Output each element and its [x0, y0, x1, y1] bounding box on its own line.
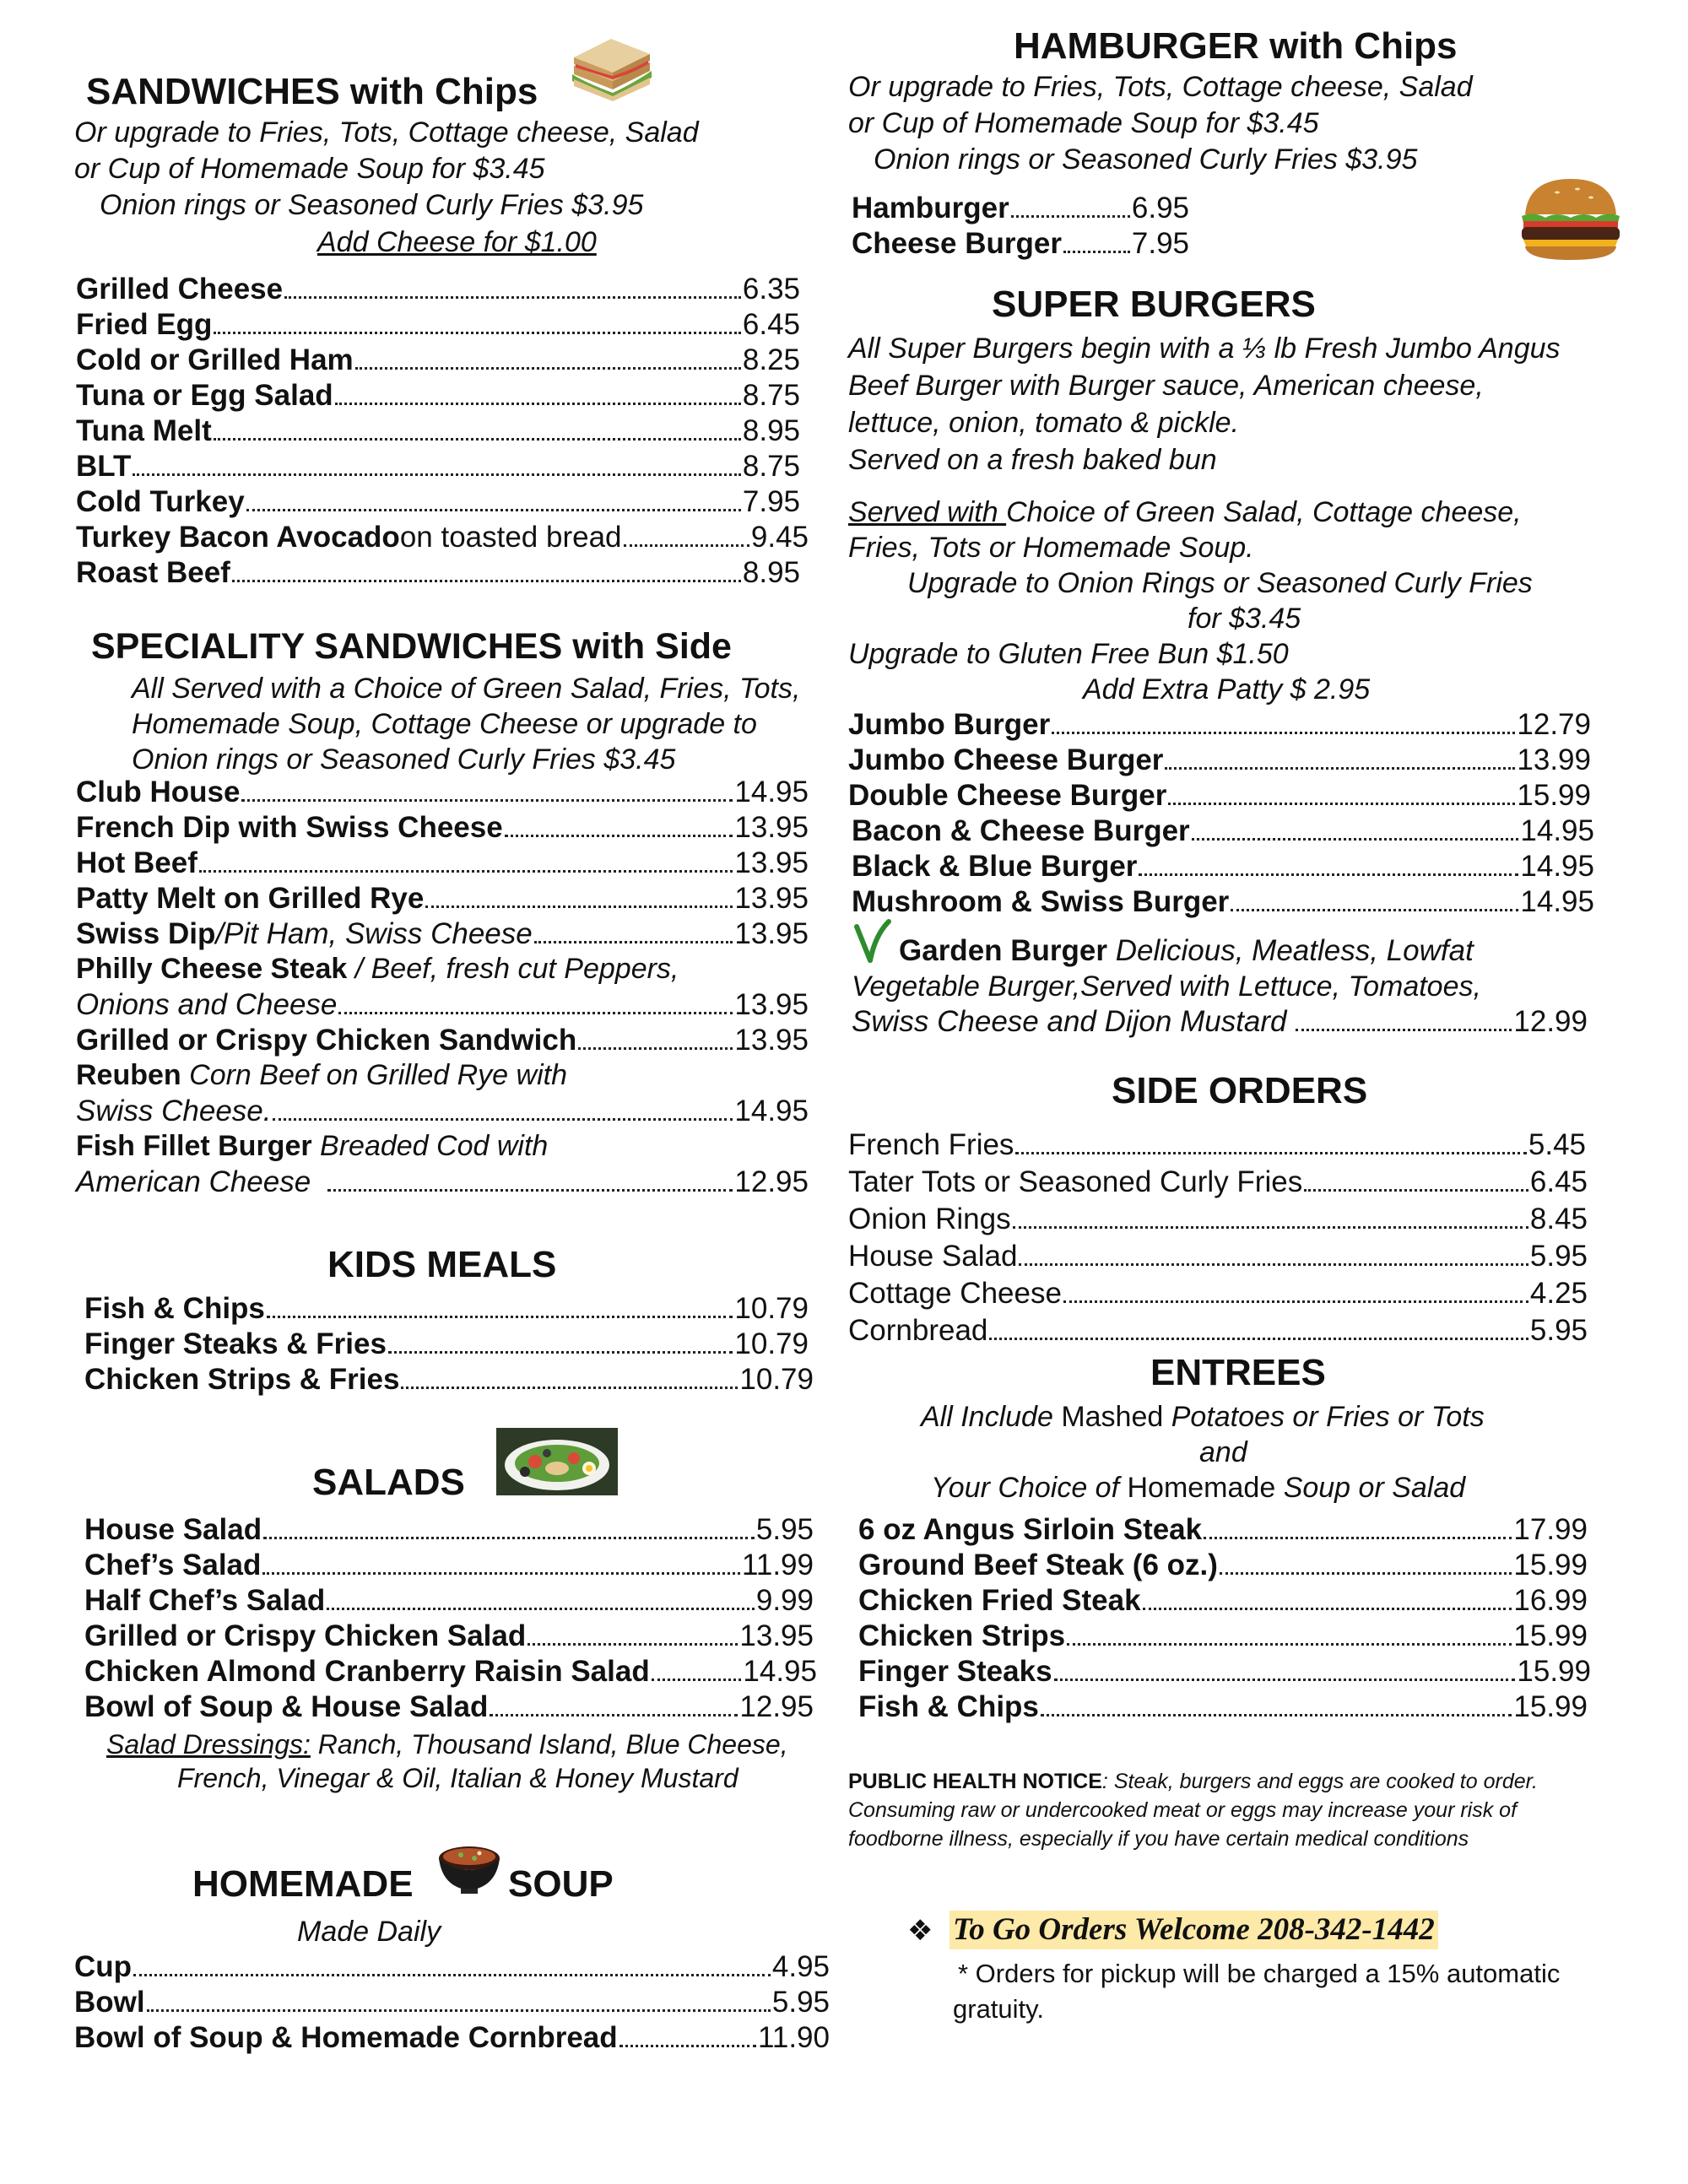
- menu-item: French Fries 5.45: [848, 1128, 1586, 1161]
- philly-line-1: Philly Cheese Steak / Beef, fresh cut Peppers,: [76, 953, 679, 985]
- menu-item: House Salad 5.95: [848, 1240, 1588, 1273]
- menu-item: Double Cheese Burger 15.99: [848, 779, 1591, 812]
- menu-item: American Cheese 12.95: [76, 1165, 809, 1198]
- menu-item: Cold or Grilled Ham 8.25: [76, 343, 800, 376]
- sandwich-icon: [569, 34, 653, 105]
- entrees-note-1: All Include Mashed Potatoes or Fries or Tots: [921, 1401, 1485, 1433]
- togo-orders: To Go Orders Welcome 208-342-1442: [950, 1911, 1438, 1949]
- menu-item: Cornbread 5.95: [848, 1314, 1588, 1347]
- entrees-note-2: and: [1199, 1436, 1247, 1468]
- sandwiches-upgrade-2: or Cup of Homemade Soup for $3.45: [74, 153, 545, 185]
- menu-item: Onions and Cheese 13.95: [76, 988, 809, 1021]
- menu-item: Jumbo Cheese Burger 13.99: [848, 743, 1591, 776]
- menu-item: Roast Beef 8.95: [76, 556, 800, 589]
- reuben-line-1: Reuben Corn Beef on Grilled Rye with: [76, 1059, 567, 1091]
- menu-item: Swiss Cheese and Dijon Mustard 12.99: [852, 1005, 1588, 1038]
- super-upgrade-1: Upgrade to Onion Rings or Seasoned Curly Fries: [907, 567, 1533, 599]
- hamburger-upgrade-2: or Cup of Homemade Soup for $3.45: [848, 107, 1319, 139]
- menu-item: French Dip with Swiss Cheese 13.95: [76, 811, 809, 844]
- menu-item: BLT 8.75: [76, 450, 800, 483]
- soup-title-left: HOMEMADE: [192, 1863, 414, 1905]
- menu-item: Bowl of Soup & House Salad 12.95: [84, 1690, 814, 1723]
- health-notice-1: PUBLIC HEALTH NOTICE: Steak, burgers and eggs are cooked to order.: [848, 1770, 1538, 1793]
- menu-item: Fried Egg 6.45: [76, 308, 800, 341]
- menu-item: Ground Beef Steak (6 oz.) 15.99: [858, 1549, 1588, 1581]
- menu-item: Patty Melt on Grilled Rye 13.95: [76, 882, 809, 915]
- salads-title: SALADS: [312, 1462, 465, 1503]
- super-served-2: Fries, Tots or Homemade Soup.: [848, 532, 1254, 564]
- bullet-icon: ❖: [907, 1914, 933, 1948]
- kids-title: KIDS MEALS: [327, 1244, 557, 1285]
- menu-item: Finger Steaks & Fries 10.79: [84, 1327, 809, 1360]
- sandwiches-upgrade-3: Onion rings or Seasoned Curly Fries $3.95: [100, 189, 644, 221]
- menu-item: Hamburger 6.95: [852, 192, 1189, 224]
- salad-dressings-1: Salad Dressings: Ranch, Thousand Island, Blue Cheese,: [106, 1729, 788, 1760]
- garden-desc-2: Vegetable Burger,Served with Lettuce, Tomatoes,: [852, 970, 1481, 1003]
- speciality-note-2: Homemade Soup, Cottage Cheese or upgrade to: [132, 708, 757, 740]
- health-notice-2: Consuming raw or undercooked meat or eggs may increase your risk of: [848, 1798, 1518, 1822]
- menu-item: Bacon & Cheese Burger 14.95: [852, 814, 1594, 847]
- super-upgrade-2: for $3.45: [1188, 603, 1301, 635]
- menu-item: Chicken Strips & Fries 10.79: [84, 1363, 814, 1396]
- fish-line-1: Fish Fillet Burger Breaded Cod with: [76, 1130, 549, 1162]
- menu-item: Turkey Bacon Avocado on toasted bread 9.45: [76, 521, 809, 554]
- menu-item: Onion Rings 8.45: [848, 1203, 1588, 1235]
- sandwiches-title: SANDWICHES with Chips: [86, 71, 538, 112]
- super-desc-2: Beef Burger with Burger sauce, American cheese,: [848, 370, 1484, 402]
- menu-item: Finger Steaks 15.99: [858, 1655, 1591, 1688]
- menu-item: Club House 14.95: [76, 776, 809, 808]
- super-desc-1: All Super Burgers begin with a ⅓ lb Fresh Jumbo Angus: [848, 332, 1561, 365]
- menu-item: 6 oz Angus Sirloin Steak 17.99: [858, 1513, 1588, 1546]
- salad-dressings-2: French, Vinegar & Oil, Italian & Honey Mustard: [177, 1763, 738, 1793]
- menu-item: Half Chef’s Salad 9.99: [84, 1584, 814, 1617]
- menu-item: Cold Turkey 7.95: [76, 485, 800, 518]
- menu-item: Tuna Melt 8.95: [76, 414, 800, 447]
- speciality-title: SPECIALITY SANDWICHES with Side: [91, 626, 732, 667]
- speciality-note-3: Onion rings or Seasoned Curly Fries $3.45: [132, 743, 676, 776]
- menu-item: Chicken Strips 15.99: [858, 1619, 1588, 1652]
- menu-item: Grilled or Crispy Chicken Sandwich 13.95: [76, 1024, 809, 1057]
- super-gluten-free: Upgrade to Gluten Free Bun $1.50: [848, 638, 1289, 670]
- entrees-note-3: Your Choice of Homemade Soup or Salad: [931, 1472, 1466, 1504]
- menu-item: House Salad 5.95: [84, 1513, 814, 1546]
- menu-item: Jumbo Burger 12.79: [848, 708, 1591, 741]
- super-desc-3: lettuce, onion, tomato & pickle.: [848, 407, 1240, 439]
- hamburger-icon: [1517, 174, 1625, 266]
- menu-item: Grilled or Crispy Chicken Salad 13.95: [84, 1619, 814, 1652]
- menu-item: Chicken Fried Steak 16.99: [858, 1584, 1588, 1617]
- togo-note-1: * Orders for pickup will be charged a 15% automatic: [958, 1959, 1561, 1988]
- menu-item: Grilled Cheese 6.35: [76, 273, 800, 305]
- menu-item: Chicken Almond Cranberry Raisin Salad 14.95: [84, 1655, 817, 1688]
- hamburger-upgrade-3: Onion rings or Seasoned Curly Fries $3.95: [874, 143, 1418, 176]
- menu-item: Black & Blue Burger 14.95: [852, 850, 1594, 883]
- soup-note: Made Daily: [297, 1916, 441, 1948]
- menu-item: Swiss Cheese. 14.95: [76, 1095, 809, 1127]
- menu-item: Cottage Cheese 4.25: [848, 1277, 1588, 1310]
- veggie-leaf-icon: [853, 918, 892, 968]
- super-desc-4: Served on a fresh baked bun: [848, 444, 1217, 476]
- super-title: SUPER BURGERS: [992, 284, 1316, 325]
- menu-item: Cup 4.95: [74, 1950, 830, 1983]
- entrees-title: ENTREES: [1150, 1352, 1326, 1393]
- soup-title-right: SOUP: [508, 1863, 614, 1905]
- menu-item: Tuna or Egg Salad 8.75: [76, 379, 800, 412]
- hamburger-title: HAMBURGER with Chips: [1014, 25, 1458, 67]
- menu-item: Fish & Chips 10.79: [84, 1292, 809, 1325]
- menu-item: Mushroom & Swiss Burger 14.95: [852, 885, 1594, 918]
- menu-item: Chef’s Salad 11.99: [84, 1549, 814, 1581]
- sandwiches-cheese: Add Cheese for $1.00: [317, 226, 597, 258]
- menu-item: Hot Beef 13.95: [76, 846, 809, 879]
- super-extra-patty: Add Extra Patty $ 2.95: [1083, 673, 1371, 705]
- sandwiches-upgrade-1: Or upgrade to Fries, Tots, Cottage cheese, Salad: [74, 116, 699, 149]
- salad-icon: [496, 1428, 618, 1500]
- menu-item: Swiss Dip /Pit Ham, Swiss Cheese 13.95: [76, 917, 809, 950]
- health-notice-3: foodborne illness, especially if you have certain medical conditions: [848, 1827, 1469, 1851]
- soup-bowl-icon: [436, 1831, 503, 1903]
- menu-item: Tater Tots or Seasoned Curly Fries 6.45: [848, 1165, 1588, 1198]
- menu-item: Fish & Chips 15.99: [858, 1690, 1588, 1723]
- sides-title: SIDE ORDERS: [1112, 1070, 1368, 1111]
- togo-note-2: gratuity.: [953, 1994, 1044, 2024]
- super-served-1: Served with Choice of Green Salad, Cottage cheese,: [848, 496, 1522, 528]
- menu-item: Cheese Burger 7.95: [852, 227, 1189, 260]
- hamburger-upgrade-1: Or upgrade to Fries, Tots, Cottage cheese, Salad: [848, 71, 1473, 103]
- garden-line-1: Garden Burger Delicious, Meatless, Lowfat: [899, 934, 1474, 967]
- menu-item: Bowl 5.95: [74, 1986, 830, 2019]
- menu-item: Bowl of Soup & Homemade Cornbread 11.90: [74, 2021, 830, 2054]
- speciality-note-1: All Served with a Choice of Green Salad, Fries, Tots,: [132, 673, 801, 705]
